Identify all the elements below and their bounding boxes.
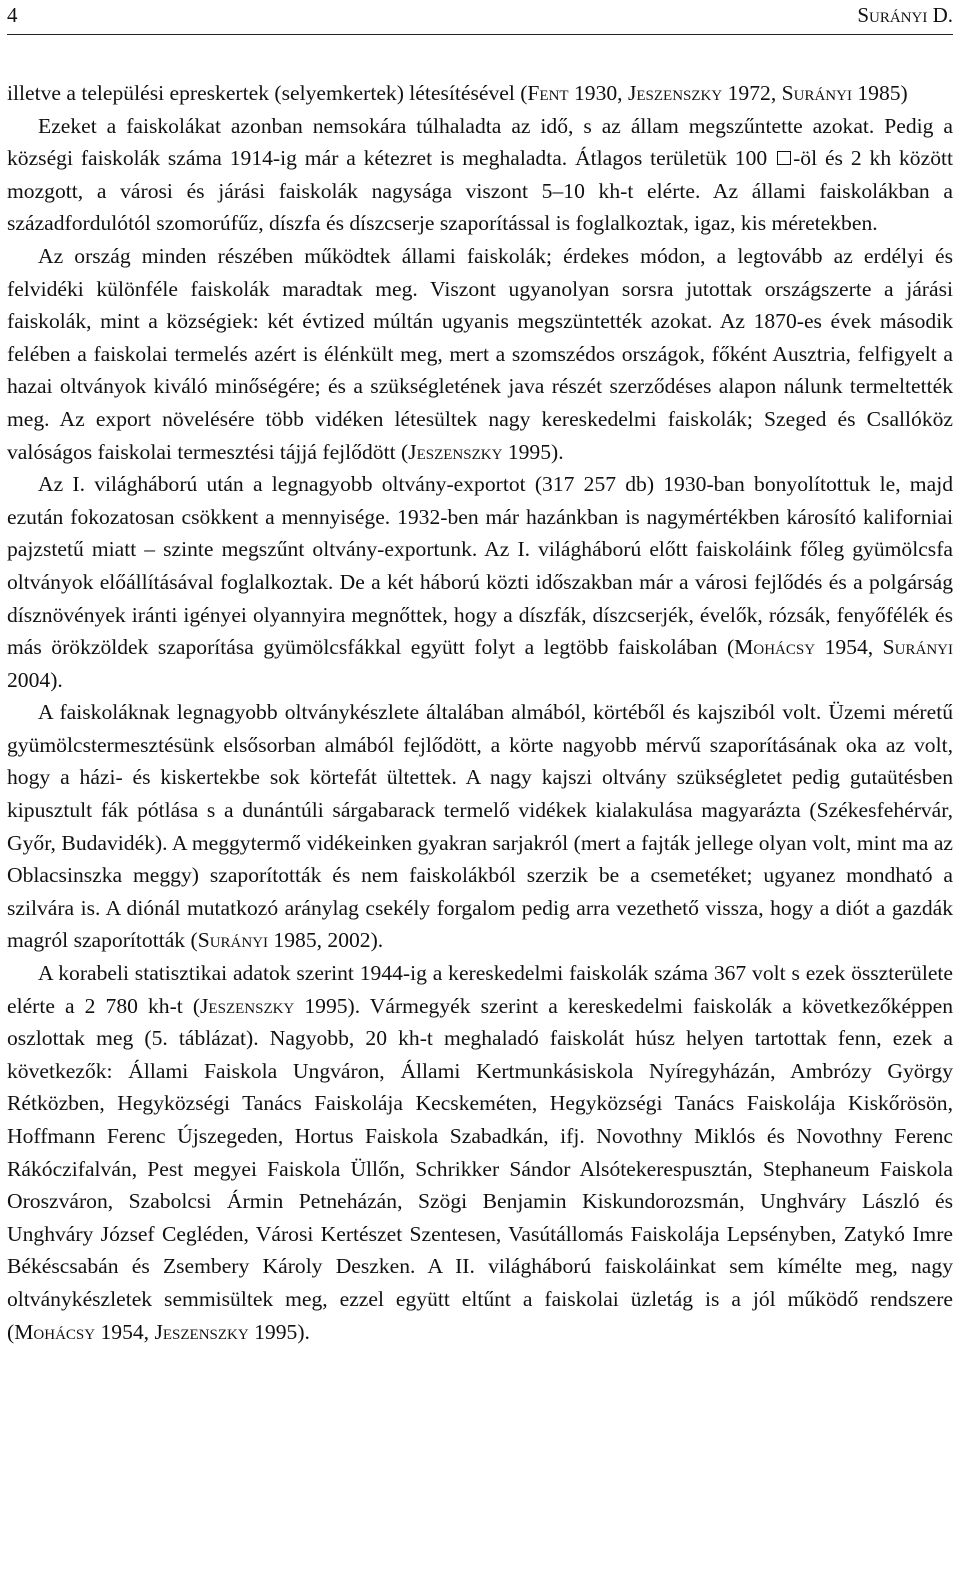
body-text [7, 77, 953, 1348]
text-run: 2004). [7, 667, 63, 692]
author-citation: Surányi [781, 81, 852, 105]
text-run: Ezeket a faiskolákat azonban nemsokára túlhaladta az idő, s az állam megszűntette azokat. Pedig a községi faiskolák száma 1914-ig már a kétezret is meghaladta. Átlagos területük 100 [7, 113, 953, 171]
text-run: 1995). [248, 1319, 310, 1344]
page-number: 4 [7, 3, 18, 27]
paragraph [7, 957, 953, 1348]
text-run: 1995). Vármegyék szerint a kereskedelmi faiskolák a következőképpen oszlottak meg (5. táblázat). Nagyobb, 20 kh-t meghaladó faiskolát húsz helyen tartottak fenn, ezek a következők: Állami Faiskola Ungváron, Állami Kertmunkásiskola Nyíregyházán, Ambrózy György Rétközben, Hegyközségi Tanács Faiskolája Kecskeméten, Hegyközségi Tanács Faiskolája Kiskőrösön, Hoffmann Ferenc Újszegeden, Hortus Faiskola Szabadkán, ifj. Novothny Miklós és Novothny Ferenc Rákóczifalván, Pest megyei Faiskola Üllőn, Schrikker Sándor Alsótekerespusztán, Stephaneum Faiskola Oroszváron, Szabolcsi Ármin Petneházán, Szögi Benjamin Kiskundorozsmán, Unghváry László és Unghváry József Cegléden, Városi Kertészet Szentesen, Vasútállomás Faiskolája Lepsényben, Zatykó Imre Békéscsabán és Zsembery Károly Deszken. A II. világháború faiskoláinkat sem kímélte meg, nagy oltványkészletek semmisültek meg, ezzel együtt eltűnt a faiskolai üzletág is a jól működő rendszere ( [7, 993, 954, 1344]
paragraph [7, 240, 953, 468]
author-citation: Jeszenszky [408, 439, 503, 464]
text-run: Az I. világháború után a legnagyobb oltvány-exportot (317 257 db) 1930-ban bonyolítottuk le, majd ezután fokozatosan csökkent a mennyisége. 1932-ben már hazánkban is nagymértékben károsító kaliforniai pajzstetű miatt – szinte megszűnt oltvány-exportunk. Az I. világháború előtt faiskoláink főleg gyümölcsfa oltványok előállításával foglalkoztak. De a két háború közti időszakban már a városi fejlődés és a polgárság dísznövények iránti igényei olyannyira megnőttek, hogy a díszfák, díszcserjék, évelők, rózsák, fenyőfélék és más örökzöldek szaporítása gyümölcsfákkal együtt folyt a legtöbb faiskolában ( [7, 472, 953, 660]
text-run: illetve a települési epreskertek (selyemkertek) létesítésével ( [7, 81, 528, 105]
text-run: 1930, [568, 81, 628, 105]
paragraph [7, 110, 953, 240]
text-run: A faiskoláknak legnagyobb oltványkészlete általában almából, körtéből és kajsziból volt. Üzemi méretű gyümölcstermesztésünk elsősorban almából fejlődött, a körte nagyobb mérvű szaporításának oka az volt, hogy a házi- és kiskertekbe sok körtefát ültettek. A nagy kajszi oltvány szükségletet pedig gutaütésben kipusztult fák pótlása s a dunántúli sárgabarack termelő vidékek kialakulása magyarázta (Székesfehérvár, Győr, Budavidék). A meggytermő vidékeinken gyakran sarjakról (mert a fajták jellege olyan volt, mint ma az Oblacsinszka meggy) szaporították és nem faiskolákból szerzik be a csemetéket; ugyanez mondható a szilvára is. A diónál mutatkozó aránylag csekély forgalom pedig arra vezethető vissza, hogy a diót a gazdák magról szaporították ( [7, 700, 953, 953]
running-head: Surányi D. [857, 3, 953, 27]
author-citation: Mohácsy [734, 635, 816, 660]
author-citation: Jeszenszky [154, 1319, 249, 1344]
text-run: 1985) [851, 81, 908, 105]
author-citation: Mohácsy [14, 1319, 96, 1344]
paragraph [7, 468, 953, 696]
paragraph [7, 77, 953, 110]
text-run: 1972, [722, 81, 782, 105]
text-run: 1954, [95, 1319, 155, 1344]
header-rule [7, 34, 953, 35]
text-run: 1985, 2002). [268, 928, 384, 953]
text-run: -öl és 2 kh között mozgott, a városi és járási faiskolák nagysága viszont 5–10 kh-t elérte. Az állami faiskolákban a századfordulótól szomorúfűz, díszfa és díszcserje szaporítással is foglalkoztak, igaz, kis méretekben. [7, 146, 953, 236]
square-symbol-icon [777, 151, 791, 165]
paragraph [7, 696, 953, 957]
author-citation: Jeszenszky [200, 993, 295, 1018]
text-run: 1995). [502, 439, 564, 464]
author-citation: Surányi [882, 635, 954, 660]
text-run: 1954, [815, 635, 883, 660]
author-citation: Jeszenszky [627, 81, 723, 105]
text-run: A korabeli statisztikai adatok szerint 1944-ig a kereskedelmi faiskolák száma 367 volt s ezek összterülete elérte a 2 780 kh-t ( [7, 961, 953, 1018]
author-citation: Fent [527, 81, 569, 105]
page-header [7, 0, 953, 28]
text-run: Az ország minden részében működtek állami faiskolák; érdekes módon, a legtovább az erdélyi és felvidéki különféle faiskolák maradtak meg. Viszont ugyanolyan sorsra jutottak országszerte a járási faiskolák, mint a községiek: két évtized múltán ugyanis megszüntették azokat. Az 1870-es évek második felében a faiskolai termelés azért is élénkült meg, mert a szomszédos országok, főként Ausztria, felfigyelt a hazai oltványok kiváló minőségére; és a szükségletének java részét szerződéses alapon nálunk termeltették meg. Az export növelésére több vidéken létesültek nagy kereskedelmi faiskolák; Szeged és Csallóköz valóságos faiskolai termesztési tájjá fejlődött ( [7, 243, 953, 464]
author-citation: Surányi [197, 928, 269, 953]
